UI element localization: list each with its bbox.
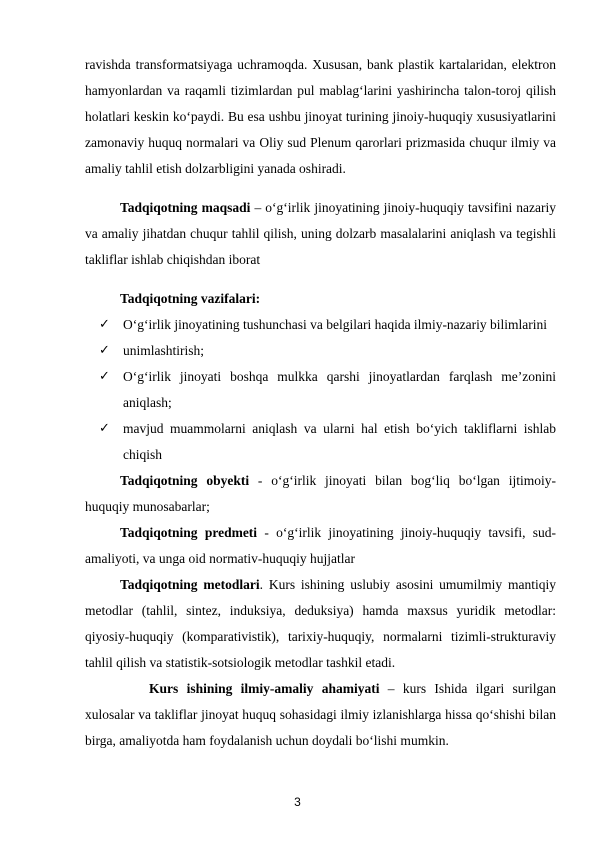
check-mark-icon: ✓ xyxy=(99,369,110,384)
significance-paragraph xyxy=(85,676,556,754)
goal-label: Tadqiqotning maqsadi xyxy=(120,200,251,215)
object-paragraph xyxy=(85,468,556,520)
tasks-list xyxy=(85,312,556,468)
check-mark-icon: ✓ xyxy=(99,343,110,358)
check-mark-icon: ✓ xyxy=(99,421,110,436)
list-item: ✓ mavjud muammolarni aniqlash va ularni hal etish bo‘yich takliflarni ishlab chiqish xyxy=(85,416,556,468)
object-text: - o‘g‘irlik jinoyati bilan bog‘liq bo‘lgan ijtimoiy-huquqiy munosabarlar; xyxy=(85,473,556,514)
significance-label: Kurs ishining ilmiy-amaliy ahamiyati xyxy=(149,681,380,696)
tasks-heading: Tadqiqotning vazifalari: xyxy=(120,291,261,306)
methods-text: . Kurs ishining uslubiy asosini umumilmiy mantiqiy metodlar (tahlil, sintez, induksiya, deduksiya) hamda maxsus yuridik metodlar: qiyosiy-huquqiy (komparativistik), tarixiy-huquqiy, normalarni tizimli-strukturaviy tahlil qilish va statistik-sotsiologik metodlar tashkil etadi. xyxy=(85,577,556,670)
list-item: ✓ O‘g‘irlik jinoyati boshqa mulkka qarshi jinoyatlardan farqlash me’zonini aniqlash; xyxy=(85,364,556,416)
methods-paragraph xyxy=(85,572,556,676)
object-label: Tadqiqotning obyekti xyxy=(120,473,250,488)
goal-paragraph xyxy=(85,195,556,273)
subject-text: - o‘g‘irlik jinoyatining jinoiy-huquqiy tavsifi, sud-amaliyoti, va unga oid normativ-huquqiy hujjatlar xyxy=(85,525,556,566)
subject-label: Tadqiqotning predmeti xyxy=(120,525,258,540)
subject-paragraph xyxy=(85,520,556,572)
list-item: ✓ unimlashtirish; xyxy=(85,338,556,364)
list-item: ✓ O‘g‘irlik jinoyatining tushunchasi va belgilari haqida ilmiy-nazariy bilimlarini xyxy=(85,312,556,338)
page-number: 3 xyxy=(294,795,301,809)
significance-text: – kurs Ishida ilgari surilgan xulosalar va takliflar jinoyat huquq sohasidagi ilmiy izlanishlarga hissa qo‘shishi bilan birga, amaliyotda ham foydalanish uchun doydali bo‘lishi mumkin. xyxy=(85,681,556,748)
check-mark-icon: ✓ xyxy=(99,317,110,332)
goal-text: – o‘g‘irlik jinoyatining jinoiy-huquqiy tavsifini nazariy va amaliy jihatdan chuqur tahlil qilish, uning dolzarb masalalarini aniqlash va tegishli takliflar ishlab chiqishdan iborat xyxy=(85,200,556,267)
methods-label: Tadqiqotning metodlari xyxy=(120,577,260,592)
document-page xyxy=(85,52,556,754)
intro-paragraph: ravishda transformatsiyaga uchramoqda. Xususan, bank plastik kartalaridan, elektron hamyonlardan va raqamli tizimlardan pul mablag‘larini yashirincha talon-toroj qilish holatlari keskin ko‘paydi. Bu esa ushbu jinoyat turining jinoiy-huquqiy xususiyatlarini zamonaviy huquq normalari va Oliy sud Plenum qarorlari prizmasida chuqur ilmiy va amaliy tahlil etish dolzarbligini yanada oshiradi. xyxy=(85,57,556,176)
